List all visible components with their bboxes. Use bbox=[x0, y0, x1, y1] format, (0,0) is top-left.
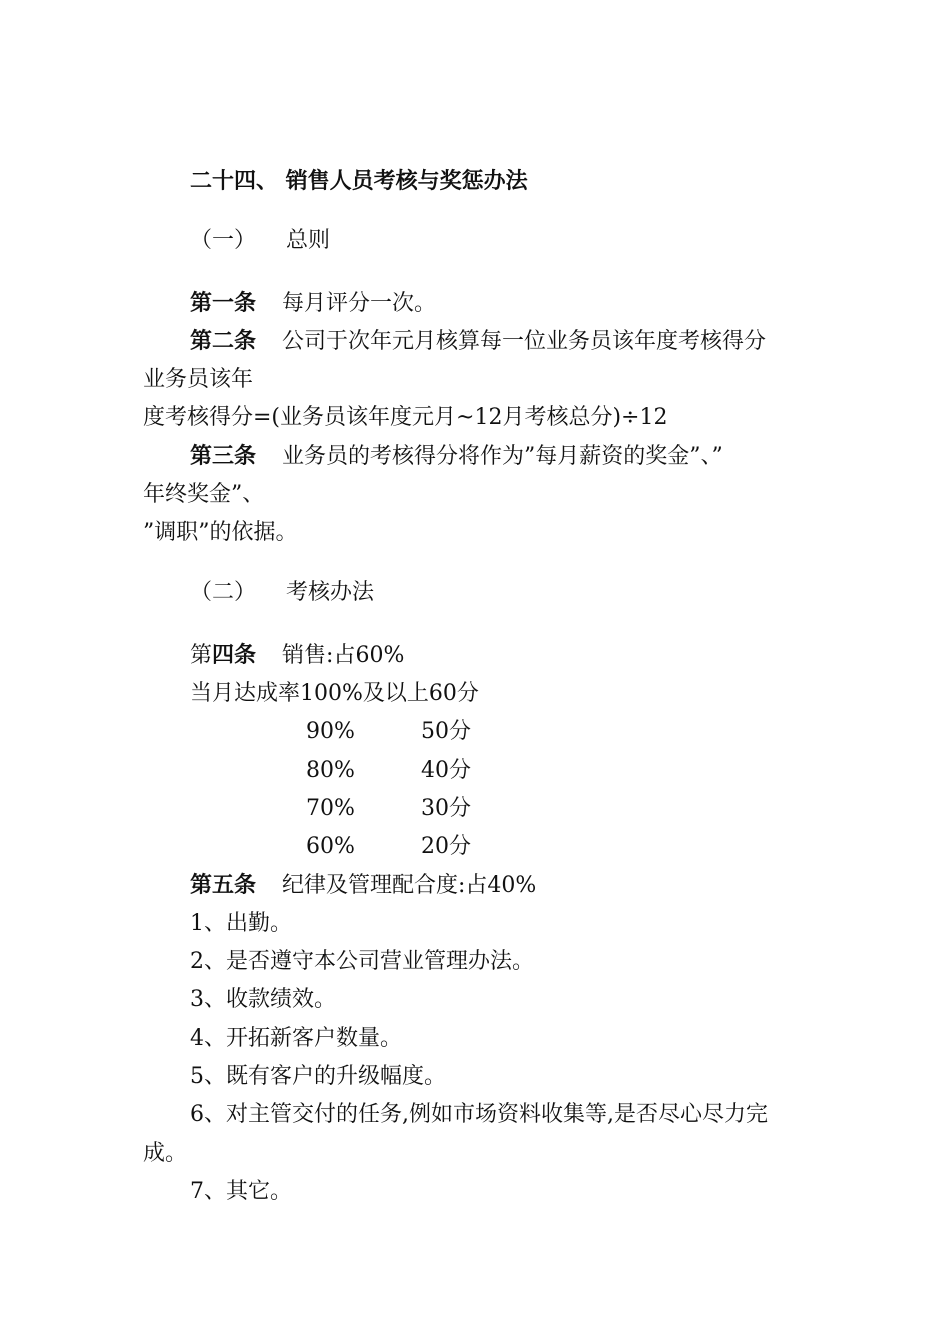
article-label: 第一条 bbox=[190, 290, 257, 316]
list-item-continued: 成。 bbox=[143, 1141, 188, 1166]
article-text: 每月评分一次。 bbox=[282, 291, 437, 316]
list-item: 1、出勤。 bbox=[190, 911, 292, 936]
article-4-line: 当月达成率100%及以上60分 bbox=[190, 681, 479, 706]
article-label: 第五条 bbox=[190, 872, 257, 898]
list-item: 2、是否遵守本公司营业管理办法。 bbox=[190, 949, 534, 974]
page-title: 二十四、 销售人员考核与奖惩办法 bbox=[190, 168, 528, 194]
score-value: 40分 bbox=[421, 758, 471, 783]
article-label-prefix: 第 bbox=[190, 643, 213, 668]
article-text: 公司于次年元月核算每一位业务员该年度考核得分 bbox=[282, 329, 767, 354]
article-3-continued: 年终奖金”、 bbox=[143, 482, 265, 507]
article-2 bbox=[190, 326, 766, 357]
section-number: （二） bbox=[190, 580, 257, 605]
article-label: 第三条 bbox=[190, 443, 257, 469]
score-value: 50分 bbox=[421, 719, 471, 744]
article-4 bbox=[190, 640, 404, 671]
score-value: 20分 bbox=[421, 834, 471, 859]
article-5 bbox=[190, 870, 536, 901]
article-label: 四条 bbox=[212, 642, 257, 668]
article-text: 纪律及管理配合度:占40% bbox=[282, 873, 537, 898]
score-rate: 80% bbox=[306, 758, 355, 783]
list-item: 4、开拓新客户数量。 bbox=[190, 1026, 402, 1051]
score-rate: 70% bbox=[306, 796, 355, 821]
section-heading-2 bbox=[190, 578, 374, 608]
article-3-continued-2: ”调职”的依据。 bbox=[143, 520, 298, 545]
section-title: 考核办法 bbox=[286, 580, 375, 605]
article-3 bbox=[190, 441, 723, 472]
section-number: （一） bbox=[190, 228, 257, 253]
article-2-formula: 度考核得分=(业务员该年度元月~12月考核总分)÷12 bbox=[143, 405, 668, 430]
article-label: 第二条 bbox=[190, 328, 257, 354]
list-item: 7、其它。 bbox=[190, 1179, 292, 1204]
score-value: 30分 bbox=[421, 796, 471, 821]
article-2-continued: 业务员该年 bbox=[143, 367, 254, 392]
section-heading-1 bbox=[190, 226, 330, 256]
score-rate: 90% bbox=[306, 719, 355, 744]
score-rate: 60% bbox=[306, 834, 355, 859]
section-title: 总则 bbox=[286, 228, 331, 253]
list-item: 5、既有客户的升级幅度。 bbox=[190, 1064, 446, 1089]
article-text: 业务员的考核得分将作为”每月薪资的奖金”、” bbox=[282, 444, 723, 469]
list-item: 3、收款绩效。 bbox=[190, 987, 336, 1012]
article-1 bbox=[190, 288, 436, 319]
article-text: 销售:占60% bbox=[282, 643, 405, 668]
list-item: 6、对主管交付的任务,例如市场资料收集等,是否尽心尽力完 bbox=[190, 1102, 768, 1127]
